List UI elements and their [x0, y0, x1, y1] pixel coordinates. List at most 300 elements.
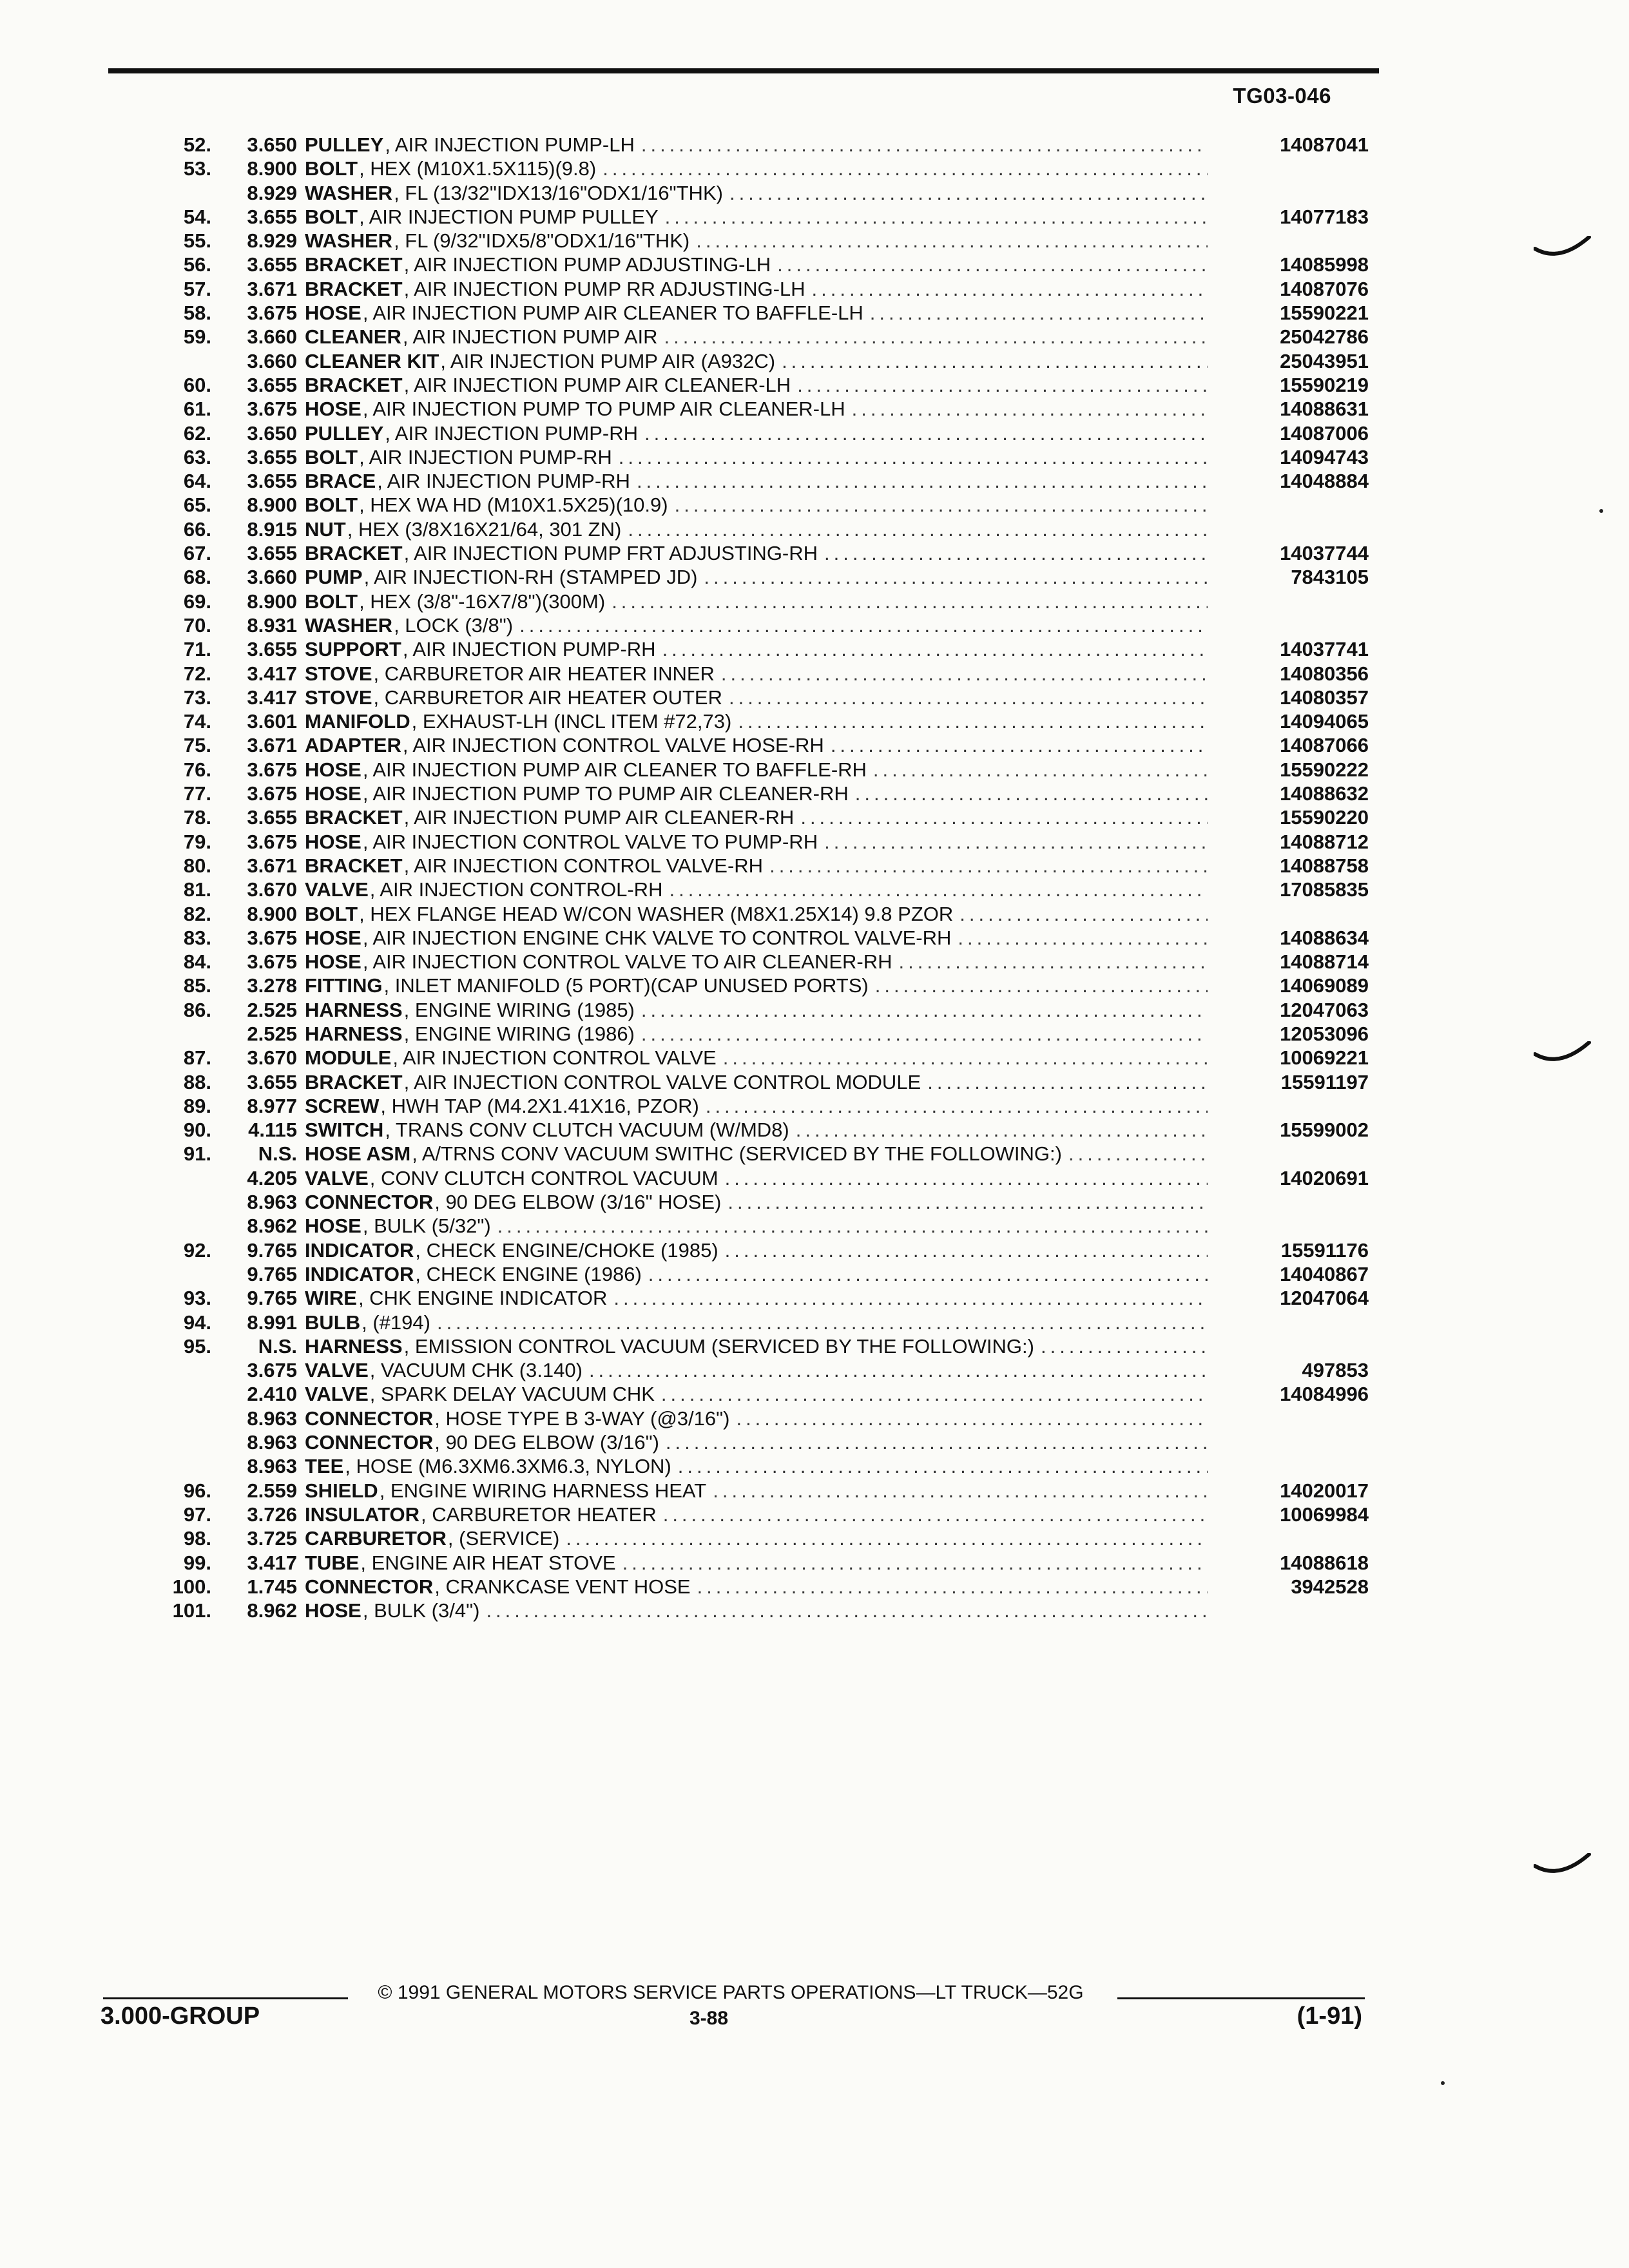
part-name: INDICATOR: [305, 1262, 414, 1285]
dot-leader: [867, 758, 1208, 782]
item-number: 60.: [183, 373, 211, 396]
group-number: 3.417: [247, 1551, 297, 1574]
item-number: 65.: [183, 494, 211, 517]
item-number: 98.: [183, 1527, 211, 1550]
parts-row: [129, 1526, 1369, 1550]
parts-row: [129, 1454, 1369, 1478]
footer-rule-right: [1117, 1997, 1365, 1999]
part-description: [305, 1551, 1208, 1575]
dot-leader: [729, 1407, 1208, 1430]
group-number: 3.671: [247, 854, 297, 877]
part-name: WASHER: [305, 181, 393, 204]
part-number: 14094743: [1280, 445, 1369, 468]
dot-leader: [656, 637, 1208, 661]
item-number: 82.: [183, 902, 211, 925]
group-number: 3.675: [247, 950, 297, 974]
group-number: 3.417: [247, 686, 297, 709]
dot-leader: [794, 805, 1208, 829]
part-number: 15590219: [1280, 373, 1369, 396]
part-description: [305, 709, 1208, 733]
part-description: [305, 830, 1208, 854]
dot-leader: [921, 1070, 1208, 1094]
part-description: [305, 1238, 1208, 1262]
part-description: [305, 1022, 1208, 1046]
parts-row: [129, 229, 1369, 253]
part-description: [305, 565, 1208, 589]
part-detail: , CARBURETOR AIR HEATER INNER: [373, 662, 715, 685]
part-number: 12047063: [1280, 998, 1369, 1021]
part-name: FITTING: [305, 974, 383, 997]
item-number: 95.: [183, 1334, 211, 1358]
parts-row: [129, 782, 1369, 805]
part-name: NUT: [305, 517, 346, 541]
dot-leader: [689, 229, 1208, 253]
part-description: [305, 1454, 1208, 1478]
part-number: 15590221: [1280, 302, 1369, 325]
dot-leader: [715, 662, 1208, 686]
item-number: 101.: [172, 1599, 211, 1622]
group-number: 2.559: [247, 1479, 297, 1502]
item-number: 73.: [183, 686, 211, 709]
part-description: [305, 277, 1208, 301]
part-description: [305, 854, 1208, 878]
part-detail: , HEX (3/8X16X21/64, 301 ZN): [347, 517, 622, 541]
part-number: 15591197: [1280, 1070, 1369, 1093]
dot-leader: [721, 1190, 1208, 1214]
group-number: 3.655: [247, 205, 297, 228]
group-number: 8.977: [247, 1094, 297, 1117]
part-detail: , CONV CLUTCH CONTROL VACUUM: [369, 1166, 718, 1189]
part-description: [305, 1046, 1208, 1070]
dot-leader: [722, 686, 1208, 709]
part-description: [305, 301, 1208, 325]
part-name: STOVE: [305, 662, 372, 685]
part-description: [305, 253, 1208, 276]
part-number: 14088714: [1280, 950, 1369, 974]
part-detail: , AIR INJECTION PUMP-RH: [359, 445, 612, 468]
part-description: [305, 325, 1208, 349]
parts-row: [129, 1311, 1369, 1334]
parts-row: [129, 325, 1369, 349]
parts-row: [129, 1022, 1369, 1046]
item-number: 61.: [183, 398, 211, 421]
part-name: PUMP: [305, 566, 363, 589]
part-name: HOSE ASM: [305, 1142, 411, 1166]
part-description: [305, 1286, 1208, 1310]
item-number: 94.: [183, 1311, 211, 1334]
item-number: 88.: [183, 1070, 211, 1093]
group-number: 3.671: [247, 277, 297, 300]
part-number: 14080356: [1280, 662, 1369, 685]
group-number: 3.660: [247, 325, 297, 349]
dot-leader: [869, 974, 1208, 997]
part-description: [305, 1118, 1208, 1142]
dot-leader: [824, 733, 1208, 757]
part-description: [305, 1599, 1208, 1622]
part-detail: , SPARK DELAY VACUUM CHK: [369, 1383, 655, 1406]
dot-leader: [1062, 1142, 1208, 1166]
part-description: [305, 1358, 1208, 1382]
dot-leader: [706, 1479, 1208, 1503]
group-number: 8.963: [247, 1455, 297, 1478]
part-name: BOLT: [305, 494, 358, 517]
item-number: 96.: [183, 1479, 211, 1502]
parts-row: [129, 1142, 1369, 1166]
part-name: BOLT: [305, 157, 358, 180]
item-number: 69.: [183, 590, 211, 613]
part-description: [305, 805, 1208, 829]
part-detail: , (#194): [361, 1311, 430, 1334]
item-number: 55.: [183, 229, 211, 253]
dot-leader: [849, 782, 1208, 805]
revision-date: (1-91): [1296, 2003, 1362, 2030]
part-detail: , AIR INJECTION PUMP-RH: [377, 470, 630, 493]
dot-leader: [671, 1454, 1208, 1478]
part-name: VALVE: [305, 1383, 369, 1406]
item-number: 70.: [183, 613, 211, 637]
group-number: 3.675: [247, 830, 297, 853]
group-number: 8.929: [247, 229, 297, 253]
part-description: [305, 878, 1208, 901]
group-number: 8.963: [247, 1407, 297, 1430]
part-name: HOSE: [305, 926, 361, 949]
group-number: 3.675: [247, 398, 297, 421]
part-detail: , AIR INJECTION PUMP AIR (A932C): [440, 349, 776, 372]
part-detail: , AIR INJECTION CONTROL VALVE CONTROL MODULE: [403, 1070, 921, 1093]
part-detail: , EMISSION CONTROL VACUUM (SERVICED BY THE FOLLOWING:): [403, 1334, 1034, 1358]
dot-leader: [668, 493, 1208, 517]
part-detail: , AIR INJECTION PUMP-RH: [385, 421, 638, 445]
part-name: BRACE: [305, 470, 376, 493]
group-number: 3.655: [247, 445, 297, 468]
binder-mark: [1534, 1041, 1592, 1067]
part-description: [305, 1382, 1208, 1406]
parts-row: [129, 1479, 1369, 1503]
parts-row: [129, 1382, 1369, 1406]
part-number: 14087076: [1280, 277, 1369, 300]
item-number: 87.: [183, 1046, 211, 1070]
item-number: 71.: [183, 638, 211, 661]
dot-leader: [659, 1430, 1208, 1454]
scan-speck: [1441, 2081, 1445, 2085]
item-number: 53.: [183, 157, 211, 180]
parts-row: [129, 1575, 1369, 1599]
item-number: 76.: [183, 758, 211, 781]
group-number: 3.417: [247, 662, 297, 685]
group-number: 8.991: [247, 1311, 297, 1334]
dot-leader: [657, 325, 1208, 349]
part-name: WIRE: [305, 1287, 357, 1310]
parts-row: [129, 1214, 1369, 1238]
part-number: 10069984: [1280, 1503, 1369, 1526]
parts-row: [129, 686, 1369, 709]
part-name: CONNECTOR: [305, 1191, 434, 1214]
part-number: 497853: [1302, 1359, 1369, 1382]
part-detail: , HEX FLANGE HEAD W/CON WASHER (M8X1.25X14) 9.8 PZOR: [359, 902, 954, 925]
binder-mark: [1534, 1853, 1592, 1879]
part-name: BRACKET: [305, 277, 403, 300]
part-name: BRACKET: [305, 542, 403, 565]
part-description: [305, 421, 1208, 445]
reference-code: TG03-046: [1233, 84, 1331, 108]
part-detail: , AIR INJECTION CONTROL VALVE TO PUMP-RH: [362, 830, 818, 853]
item-number: 78.: [183, 806, 211, 829]
dot-leader: [951, 926, 1208, 950]
dot-leader: [763, 854, 1208, 878]
dot-leader: [657, 1503, 1208, 1526]
part-detail: , AIR INJECTION PUMP AIR: [402, 325, 658, 349]
item-number: 91.: [183, 1142, 211, 1166]
part-description: [305, 902, 1208, 926]
parts-row: [129, 830, 1369, 854]
part-number: 14088634: [1280, 926, 1369, 949]
part-name: CLEANER KIT: [305, 349, 439, 372]
group-number: 3.675: [247, 1359, 297, 1382]
group-number: 8.962: [247, 1599, 297, 1622]
item-number: 67.: [183, 542, 211, 565]
part-name: HOSE: [305, 782, 361, 805]
part-name: BOLT: [305, 205, 358, 228]
part-description: [305, 469, 1208, 493]
parts-row: [129, 253, 1369, 276]
part-number: 14087006: [1280, 421, 1369, 445]
part-description: [305, 1479, 1208, 1503]
part-detail: , FL (9/32"IDX5/8"ODX1/16"THK): [394, 229, 690, 253]
dot-leader: [635, 998, 1208, 1022]
item-number: 84.: [183, 950, 211, 974]
part-description: [305, 205, 1208, 229]
group-number: 3.671: [247, 734, 297, 757]
parts-row: [129, 878, 1369, 901]
dot-leader: [659, 205, 1208, 229]
header-rule: [108, 68, 1379, 73]
group-number: 8.963: [247, 1431, 297, 1454]
group-number: 9.765: [247, 1262, 297, 1285]
part-name: TUBE: [305, 1551, 360, 1574]
dot-leader: [596, 157, 1208, 180]
part-number: 12053096: [1280, 1022, 1369, 1045]
part-name: MODULE: [305, 1046, 392, 1070]
part-detail: , AIR INJECTION PUMP AIR CLEANER-RH: [403, 806, 795, 829]
part-detail: , AIR INJECTION PUMP PULLEY: [359, 205, 659, 228]
part-detail: , HEX (M10X1.5X115)(9.8): [359, 157, 597, 180]
item-number: 68.: [183, 566, 211, 589]
group-number: 3.655: [247, 806, 297, 829]
part-number: 14094065: [1280, 710, 1369, 733]
item-number: 92.: [183, 1238, 211, 1262]
part-description: [305, 1142, 1208, 1166]
part-detail: , AIR INJECTION PUMP-RH: [402, 638, 656, 661]
group-number: 1.745: [247, 1575, 297, 1598]
part-number: 15590220: [1280, 806, 1369, 829]
parts-row: [129, 421, 1369, 445]
part-name: INDICATOR: [305, 1238, 414, 1262]
parts-row: [129, 301, 1369, 325]
parts-row: [129, 1503, 1369, 1526]
part-number: 14040867: [1280, 1262, 1369, 1285]
parts-row: [129, 1407, 1369, 1430]
part-name: CONNECTOR: [305, 1407, 434, 1430]
part-name: HARNESS: [305, 1334, 403, 1358]
parts-row: [129, 565, 1369, 589]
dot-leader: [491, 1214, 1208, 1238]
item-number: 89.: [183, 1094, 211, 1117]
part-name: PULLEY: [305, 421, 384, 445]
group-number: 8.931: [247, 613, 297, 637]
parts-row: [129, 397, 1369, 421]
parts-row: [129, 758, 1369, 782]
item-number: 56.: [183, 253, 211, 276]
group-number: 3.655: [247, 542, 297, 565]
part-description: [305, 133, 1208, 157]
part-description: [305, 1526, 1208, 1550]
dot-leader: [559, 1526, 1208, 1550]
part-number: 14087066: [1280, 734, 1369, 757]
parts-row: [129, 1190, 1369, 1214]
part-detail: , ENGINE WIRING (1985): [403, 998, 635, 1021]
part-description: [305, 590, 1208, 613]
part-name: ADAPTER: [305, 734, 401, 757]
part-detail: , ENGINE WIRING HARNESS HEAT: [379, 1479, 707, 1502]
dot-leader: [655, 1382, 1208, 1406]
parts-row: [129, 1238, 1369, 1262]
part-detail: , CHECK ENGINE (1986): [415, 1262, 642, 1285]
part-number: 14088632: [1280, 782, 1369, 805]
part-name: INSULATOR: [305, 1503, 419, 1526]
part-name: TEE: [305, 1455, 344, 1478]
parts-row: [129, 517, 1369, 541]
group-number: 3.655: [247, 1070, 297, 1093]
part-detail: , AIR INJECTION PUMP RR ADJUSTING-LH: [403, 277, 805, 300]
part-detail: , BULK (5/32"): [362, 1215, 491, 1238]
part-description: [305, 662, 1208, 686]
part-name: VALVE: [305, 1359, 369, 1382]
part-detail: , AIR INJECTION CONTROL VALVE-RH: [403, 854, 764, 877]
part-detail: , CARBURETOR AIR HEATER OUTER: [373, 686, 722, 709]
group-number: 8.900: [247, 590, 297, 613]
parts-row: [129, 1334, 1369, 1358]
part-number: 14020017: [1280, 1479, 1369, 1502]
part-name: BOLT: [305, 445, 358, 468]
part-detail: , AIR INJECTION PUMP AIR CLEANER TO BAFFLE-RH: [362, 758, 867, 781]
dot-leader: [731, 709, 1208, 733]
part-number: 7843105: [1291, 566, 1369, 589]
part-name: PULLEY: [305, 133, 384, 156]
part-name: SCREW: [305, 1094, 380, 1117]
dot-leader: [791, 373, 1208, 397]
group-number: 3.655: [247, 470, 297, 493]
parts-row: [129, 662, 1369, 686]
group-number: 3.655: [247, 373, 297, 396]
group-number: 3.601: [247, 710, 297, 733]
item-number: 81.: [183, 878, 211, 901]
part-number: 14069089: [1280, 974, 1369, 997]
part-detail: , TRANS CONV CLUTCH VACUUM (W/MD8): [385, 1119, 789, 1142]
part-name: HOSE: [305, 950, 361, 974]
copyright-notice: © 1991 GENERAL MOTORS SERVICE PARTS OPERATIONS—LT TRUCK—52G: [378, 1982, 1084, 2003]
part-name: CARBURETOR: [305, 1527, 447, 1550]
part-detail: , FL (13/32"IDX13/16"ODX1/16"THK): [394, 181, 723, 204]
part-name: BOLT: [305, 902, 358, 925]
part-number: 12047064: [1280, 1287, 1369, 1310]
group-number: 8.900: [247, 902, 297, 925]
part-number: 14088758: [1280, 854, 1369, 877]
group-number: 3.660: [247, 566, 297, 589]
dot-leader: [583, 1358, 1208, 1382]
part-number: 25043951: [1280, 349, 1369, 372]
dot-leader: [697, 565, 1208, 589]
item-number: 97.: [183, 1503, 211, 1526]
part-name: VALVE: [305, 1166, 369, 1189]
item-number: 66.: [183, 517, 211, 541]
part-detail: , AIR INJECTION ENGINE CHK VALVE TO CONTROL VALVE-RH: [362, 926, 952, 949]
dot-leader: [771, 253, 1208, 276]
group-number: 3.675: [247, 926, 297, 949]
group-number: 3.650: [247, 421, 297, 445]
part-description: [305, 541, 1208, 565]
part-detail: , AIR INJECTION PUMP TO PUMP AIR CLEANER-LH: [362, 398, 845, 421]
part-detail: , CRANKCASE VENT HOSE: [434, 1575, 691, 1598]
part-detail: , HEX WA HD (M10X1.5X25)(10.9): [359, 494, 668, 517]
dot-leader: [638, 421, 1208, 445]
part-detail: , HOSE TYPE B 3-WAY (@3/16"): [434, 1407, 730, 1430]
group-number: 8.929: [247, 181, 297, 204]
dot-leader: [621, 517, 1208, 541]
part-number: 14088618: [1280, 1551, 1369, 1574]
part-name: CONNECTOR: [305, 1431, 434, 1454]
item-number: 72.: [183, 662, 211, 685]
parts-row: [129, 445, 1369, 469]
part-name: HOSE: [305, 1215, 361, 1238]
part-description: [305, 1214, 1208, 1238]
part-description: [305, 229, 1208, 253]
group-number: 3.675: [247, 302, 297, 325]
part-description: [305, 1575, 1208, 1599]
part-number: 3942528: [1291, 1575, 1369, 1598]
group-number: 4.205: [247, 1166, 297, 1189]
part-detail: , CHECK ENGINE/CHOKE (1985): [415, 1238, 718, 1262]
item-number: 90.: [183, 1119, 211, 1142]
item-number: 58.: [183, 302, 211, 325]
parts-row: [129, 613, 1369, 637]
parts-row: [129, 1046, 1369, 1070]
part-description: [305, 1070, 1208, 1094]
group-number: N.S.: [258, 1334, 297, 1358]
part-number: 14084996: [1280, 1383, 1369, 1406]
group-number: 4.115: [248, 1119, 297, 1142]
part-description: [305, 1094, 1208, 1118]
group-number: 3.675: [247, 782, 297, 805]
scan-speck: [1599, 509, 1603, 513]
group-number: 3.670: [247, 878, 297, 901]
part-description: [305, 686, 1208, 709]
dot-leader: [605, 590, 1208, 613]
part-detail: , VACUUM CHK (3.140): [369, 1359, 583, 1382]
part-number: 14020691: [1280, 1166, 1369, 1189]
part-detail: , ENGINE WIRING (1986): [403, 1022, 635, 1045]
part-number: 14080357: [1280, 686, 1369, 709]
group-number: 3.650: [247, 133, 297, 156]
parts-row: [129, 1118, 1369, 1142]
parts-row: [129, 373, 1369, 397]
part-name: VALVE: [305, 878, 369, 901]
part-detail: , INLET MANIFOLD (5 PORT)(CAP UNUSED PORTS): [383, 974, 869, 997]
dot-leader: [642, 1262, 1208, 1286]
group-number: 3.725: [247, 1527, 297, 1550]
part-description: [305, 782, 1208, 805]
dot-leader: [717, 1046, 1208, 1070]
parts-row: [129, 998, 1369, 1022]
